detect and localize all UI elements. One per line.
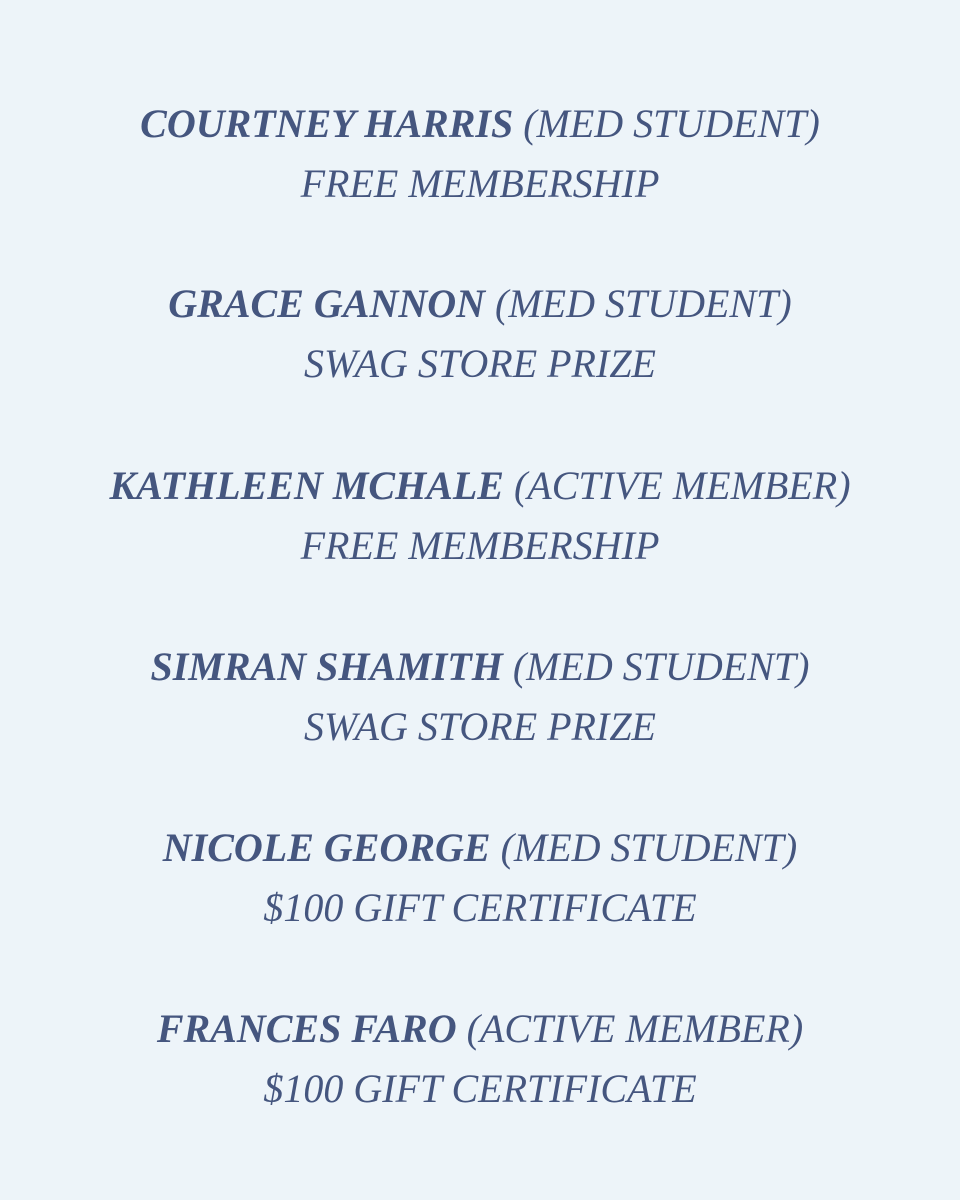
winner-category: (MED STUDENT) (512, 644, 810, 689)
winner-category: (ACTIVE MEMBER) (466, 1006, 804, 1051)
winner-category: (ACTIVE MEMBER) (513, 463, 851, 508)
winner-heading (0, 818, 960, 878)
winner-name: GRACE GANNON (168, 281, 486, 326)
winner-heading (0, 456, 960, 516)
winner-category: (MED STUDENT) (523, 101, 820, 146)
winner-entry (0, 637, 960, 757)
winner-category: (MED STUDENT) (495, 281, 792, 326)
winner-entry (0, 999, 960, 1119)
winner-entry (0, 818, 960, 938)
winner-prize: FREE MEMBERSHIP (300, 161, 660, 206)
winner-heading (0, 637, 960, 697)
winner-prize: FREE MEMBERSHIP (300, 523, 660, 568)
winner-entry (0, 274, 960, 394)
winner-prize: $100 GIFT CERTIFICATE (263, 885, 697, 930)
winner-entry (0, 94, 960, 214)
winner-name: COURTNEY HARRIS (140, 101, 514, 146)
winner-heading (0, 94, 960, 154)
winner-name: NICOLE GEORGE (162, 825, 491, 870)
winner-prize: SWAG STORE PRIZE (304, 341, 656, 386)
winner-prize: SWAG STORE PRIZE (304, 704, 656, 749)
winner-category: (MED STUDENT) (500, 825, 798, 870)
winner-name: KATHLEEN MCHALE (109, 463, 504, 508)
winner-name: FRANCES FARO (156, 1006, 457, 1051)
winner-heading (0, 274, 960, 334)
winner-prize: $100 GIFT CERTIFICATE (263, 1066, 697, 1111)
winner-entry (0, 456, 960, 576)
winner-heading (0, 999, 960, 1059)
winner-name: SIMRAN SHAMITH (150, 644, 503, 689)
